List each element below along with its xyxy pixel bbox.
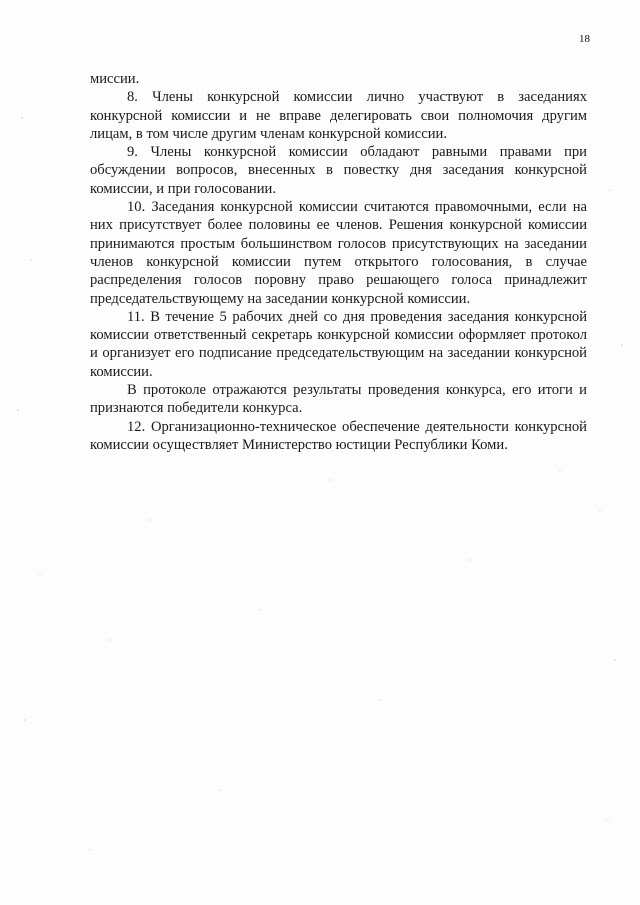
document-body <box>90 70 587 454</box>
paragraph-11: 11. В течение 5 рабочих дней со дня проведения заседания конкурсной комиссии ответственный секретарь конкурсной комиссии оформляет протокол и организует его подписание председательствующим на заседании конкурсной комиссии. <box>90 308 587 380</box>
paragraph-8: 8. Члены конкурсной комиссии лично участвуют в заседаниях конкурсной комиссии и не вправе делегировать свои полномочия другим лицам, в том числе другим членам конкурсной комиссии. <box>90 89 587 142</box>
paragraph-protocol: В протоколе отражаются результаты проведения конкурса, его итоги и признаются победители конкурса. <box>90 382 587 417</box>
paragraph-10: 10. Заседания конкурсной комиссии считаются правомочными, если на них присутствует более половины ее членов. Решения конкурсной комиссии принимаются простым большинством голосов присутствующих на заседании членов конкурсной комиссии путем открытого голосования, в случае распределения голосов поровну право решающего голоса принадлежит председательствующему на заседании конкурсной комиссии. <box>90 199 587 307</box>
paragraph-continuation: миссии. <box>90 71 140 87</box>
paragraph-12: 12. Организационно-техническое обеспечение деятельности конкурсной комиссии осуществляет Министерство юстиции Республики Коми. <box>90 418 587 453</box>
paragraph-9: 9. Члены конкурсной комиссии обладают равными правами при обсуждении вопросов, внесенных в повестку дня заседания конкурсной комиссии, и при голосовании. <box>90 144 587 197</box>
page-number: 18 <box>579 33 590 45</box>
